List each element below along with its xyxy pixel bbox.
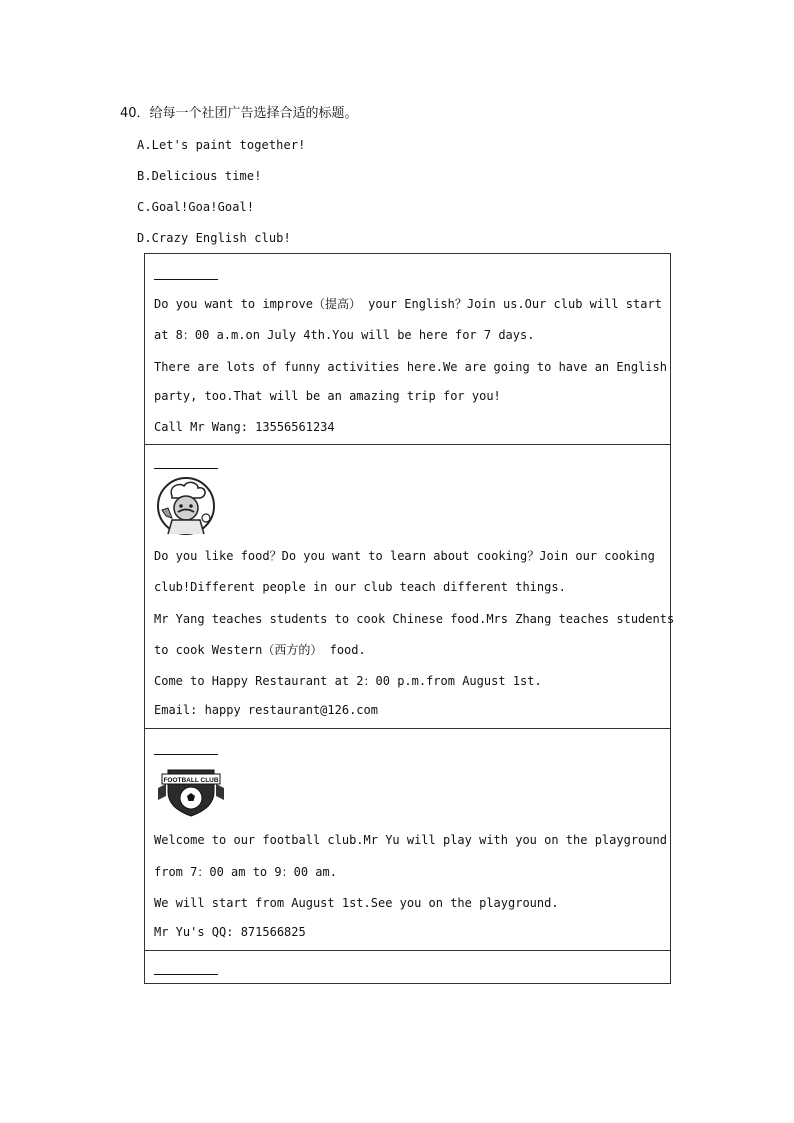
ad-3-line-4: Mr Yu's QQ: 871566825 — [154, 925, 306, 939]
ad-2-line-4: to cook Western（西方的） food. — [154, 643, 366, 657]
ad-1-line-5: Call Mr Wang: 13556561234 — [154, 420, 335, 434]
option-a: A.Let's paint together! — [137, 138, 306, 152]
ads-table — [144, 253, 675, 984]
answer-blank-1[interactable] — [154, 279, 218, 280]
ad-1-line-2: at 8：00 a.m.on July 4th.You will be here for 7 days. — [154, 328, 535, 342]
chef-icon — [154, 476, 218, 536]
question-title: 40．给每一个社团广告选择合适的标题。 — [120, 106, 358, 121]
ad-2-line-5: Come to Happy Restaurant at 2：00 p.m.from August 1st. — [154, 674, 542, 688]
ad-3-line-3: We will start from August 1st.See you on the playground. — [154, 896, 559, 910]
answer-blank-3[interactable] — [154, 754, 218, 755]
ad-cell-1 — [145, 254, 670, 445]
option-c: C.Goal!Goa!Goal! — [137, 200, 255, 214]
ad-2-line-3: Mr Yang teaches students to cook Chinese food.Mrs Zhang teaches students — [154, 612, 675, 626]
badge-text: FOOTBALL CLUB — [163, 777, 219, 784]
ad-2-line-2: club!Different people in our club teach different things. — [154, 580, 566, 594]
ad-1-line-1: Do you want to improve（提高） your English？Join us.Our club will start — [154, 297, 662, 311]
ad-cell-3 — [145, 728, 670, 951]
option-d: D.Crazy English club! — [137, 231, 291, 245]
answer-blank-4[interactable] — [154, 974, 218, 975]
ad-2-line-6: Email: happy restaurant@126.com — [154, 703, 378, 717]
ad-1-line-3: There are lots of funny activities here.We are going to have an English — [154, 360, 667, 374]
football-club-badge-icon — [154, 762, 228, 818]
ad-1-line-4: party, too.That will be an amazing trip for you! — [154, 389, 501, 403]
ad-3-line-2: from 7：00 am to 9：00 am. — [154, 865, 337, 879]
answer-blank-2[interactable] — [154, 468, 218, 469]
option-b: B.Delicious time! — [137, 169, 262, 183]
ad-cell-2 — [145, 444, 675, 729]
ad-cell-4 — [145, 950, 670, 983]
ad-2-line-1: Do you like food？Do you want to learn about cooking？Join our cooking — [154, 549, 655, 563]
ad-3-line-1: Welcome to our football club.Mr Yu will play with you on the playground — [154, 833, 667, 847]
